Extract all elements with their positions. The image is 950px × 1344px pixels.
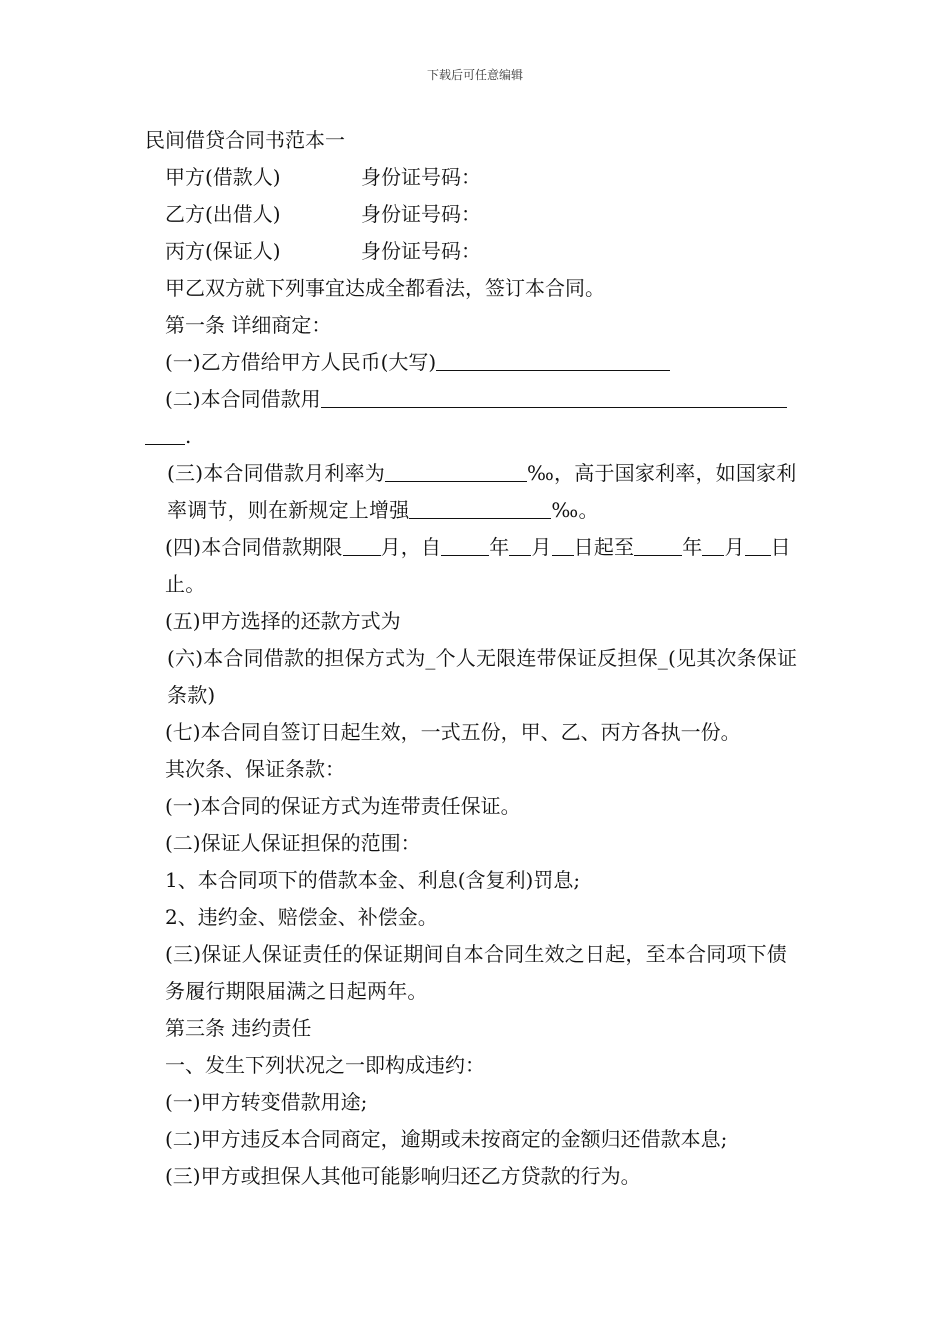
article1-item7: (七)本合同自签订日起生效，一式五份，甲、乙、丙方各执一份。 [165,720,741,744]
article1-item5: (五)甲方选择的还款方式为 [165,609,401,633]
contract-document [145,122,807,1195]
blank-line [702,537,724,556]
page-header: 下载后可任意编辑 [426,68,523,82]
blank-line [441,537,489,556]
party-role: 丙方(保证人) [165,239,281,263]
item-text: . [185,424,192,448]
article1-item6: (六)本合同借款的担保方式为_个人无限连带保证反担保_(见其次条保证条款) [167,646,798,707]
article1-heading: 第一条 详细商定： [165,313,332,337]
item-text: 年 [489,535,510,559]
article1-item2-continued [145,418,807,455]
blank-line [385,463,527,482]
article3-heading: 第三条 违约责任 [165,1016,312,1040]
party-bing [145,233,807,270]
article2-item1: (一)本合同的保证方式为连带责任保证。 [165,794,521,818]
article3-item2: (二)甲方违反本合同商定，逾期或未按商定的金额归还借款本息; [165,1127,728,1151]
party-jia [145,159,807,196]
article3-subheading: 一、发生下列状况之一即构成违约： [165,1053,485,1077]
id-label: 身份证号码： [361,165,481,189]
id-label: 身份证号码： [361,202,481,226]
item-text: 月，自 [380,535,442,559]
article1-item2 [145,381,807,418]
article2-item3: (三)保证人保证责任的保证期间自本合同生效之日起，至本合同项下债务履行期限届满之日起两年。 [165,942,788,1003]
article2-sub1: 1、本合同项下的借款本金、利息(含复利)罚息; [165,868,581,892]
article3-item3: (三)甲方或担保人其他可能影响归还乙方贷款的行为。 [165,1164,641,1188]
blank-line [745,537,759,556]
blank-line [321,389,787,408]
item-text: (四)本合同借款期限 [165,535,343,559]
article1-item4 [145,529,807,603]
item-text: ‰，高于国家利率，如国家利率调节，则在新规定上增强 [167,461,797,522]
article1-item3 [145,455,807,529]
item-text: (三)本合同借款月利率为 [167,461,386,485]
blank-line [145,426,185,445]
blank-line [634,537,682,556]
party-role: 甲方(借款人) [165,165,281,189]
blank-line [759,537,771,556]
blank-line [343,537,381,556]
blank-line [509,537,531,556]
article2-sub2: 2、违约金、赔偿金、补偿金。 [165,905,438,929]
article1-item1 [145,344,807,381]
article2-item2: (二)保证人保证担保的范围： [165,831,421,855]
item-text: ‰。 [551,498,599,522]
item-text: (一)乙方借给甲方人民币(大写) [165,350,437,374]
blank-line [552,537,574,556]
id-label: 身份证号码： [361,239,481,263]
item-text: 日起至 [573,535,635,559]
intro-paragraph: 甲乙双方就下列事宜达成全都看法，签订本合同。 [165,276,605,300]
blank-line [436,352,670,371]
item-text: 月 [531,535,552,559]
document-title: 民间借贷合同书范本一 [145,128,345,152]
item-text: 月 [724,535,745,559]
party-yi [145,196,807,233]
blank-line [409,500,551,519]
article3-item1: (一)甲方转变借款用途; [165,1090,368,1114]
item-text: 日止。 [165,535,791,596]
item-text: 年 [682,535,703,559]
party-role: 乙方(出借人) [165,202,281,226]
article2-heading: 其次条、保证条款： [165,757,345,781]
item-text: (二)本合同借款用 [165,387,321,411]
